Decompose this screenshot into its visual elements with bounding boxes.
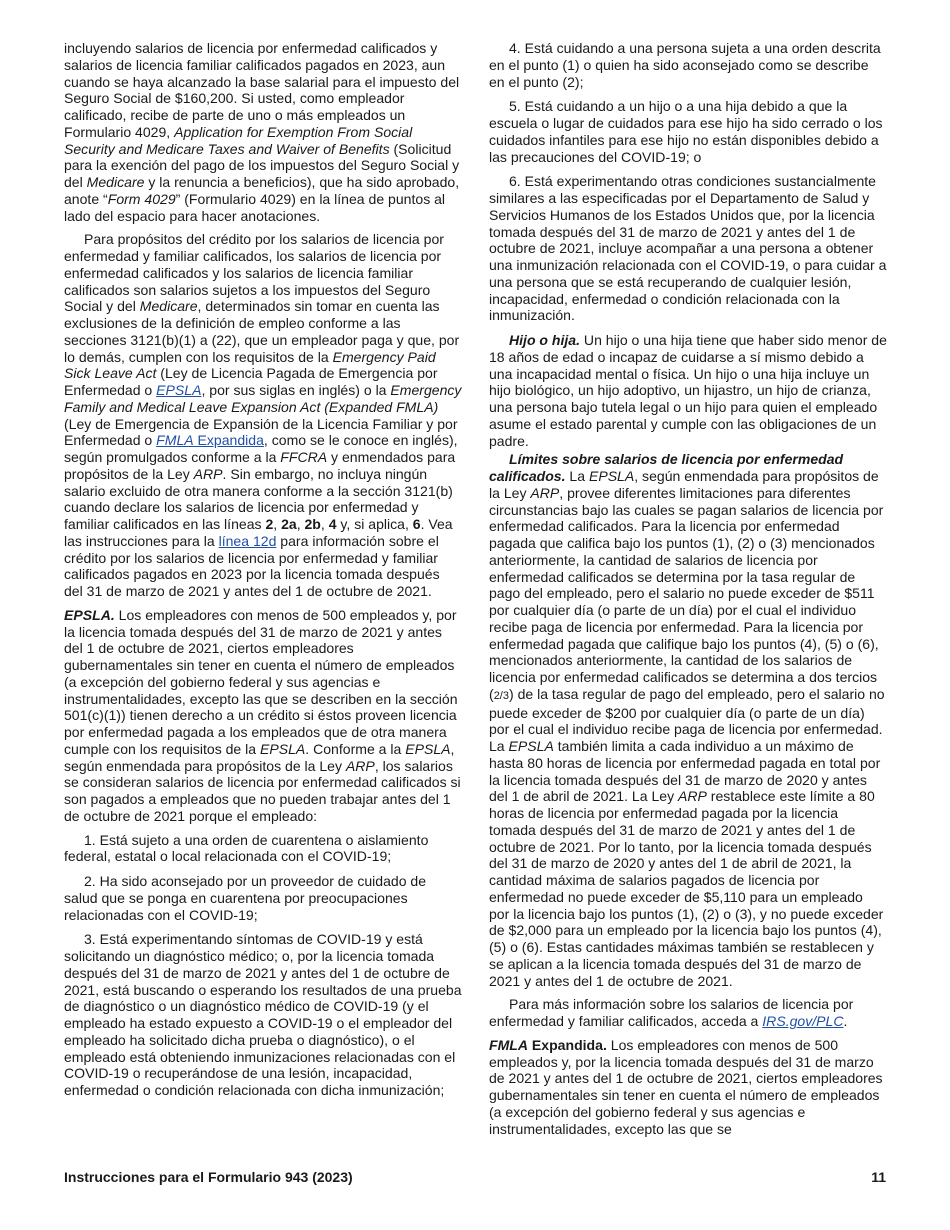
- paragraph-wages-intro: incluyendo salarios de licencia por enfermedad calificados y salarios de licencia familiar calificados pagados en 2023, aun cuando se haya alcanzado la base salarial para el impuesto del Seguro Social de $160,200. Si usted, como empleador calificado, recibe de parte de uno o más empleados un Formulario 4029, Application for Exemption From Social Security and Medicare Taxes and Waiver of Benefits (Solicitud para la exención del pago de los impuestos del Seguro Social y del Medicare y la renuncia a beneficios), que ha sido aprobado, anote “Form 4029” (Formulario 4029) en la línea de puntos al lado del espacio para hacer anotaciones.: [64, 40, 460, 224]
- epsla-link[interactable]: EPSLA: [156, 382, 202, 398]
- list-item-5: 5. Está cuidando a un hijo o a una hija debido a que la escuela o lugar de cuidados para ese hijo ha sido cerrado o los cuidados infantiles para ese hijo no están disponibles debido a las precauciones del COVID-19; o: [489, 98, 883, 165]
- paragraph-mas-info: Para más información sobre los salarios de licencia por enfermedad y familiar calificados, acceda a IRS.gov/PLC.: [489, 996, 854, 1029]
- list-item-1: 1. Está sujeto a una orden de cuarentena o aislamiento federal, estatal o local relacionada con el COVID-19;: [64, 831, 429, 865]
- paragraph-hijo-hija: Hijo o hija. Un hijo o una hija tiene que haber sido menor de 18 años de edad o incapaz de cuidarse a sí mismo debido a una incapacidad mental o física. Un hijo o una hija incluye un hijo biológico, un hijo adoptivo, un hijastro, un hijo de crianza, una persona bajo tutela legal o un hijo para quien el empleado asume el estado parental y cumple con las obligaciones de un padre.: [489, 332, 887, 449]
- right-column: [489, 40, 887, 1144]
- paragraph-epsla: EPSLA. Los empleadores con menos de 500 empleados y, por la licencia tomada después del 31 de marzo de 2021 y antes del 1 de octubre de 2021, ciertos empleadores gubernamentales sin tener en cuenta el número de empleados (a excepción del gobierno federal y sus agencias e instrumentalidades, excepto las que se describen en la sección 501(c)(1)) tienen derecho a un crédito si éstos proveen licencia por enfermedad pagada a los empleados que de otra manera cumple con los requisitos de la EPSLA. Conforme a la EPSLA, según enmendada para propósitos de la Ley ARP, los salarios se consideran salarios de licencia por enfermedad calificados si son pagados a empleados que no pueden trabajar antes del 1 de octubre de 2021 porque el empleado:: [64, 606, 461, 824]
- page-footer: [64, 1169, 886, 1185]
- list-item-4: 4. Está cuidando a una persona sujeta a una orden descrita en el punto (1) o quien ha sido aconsejado como se describe en el punto (2);: [489, 40, 881, 90]
- footer-title: Instrucciones para el Formulario 943 (2023): [64, 1169, 353, 1185]
- left-column: [64, 40, 462, 1107]
- linea-12d-link[interactable]: línea 12d: [218, 532, 277, 549]
- irs-plc-link[interactable]: IRS.gov/PLC: [762, 1013, 844, 1029]
- fmla-expandida-heading: FMLA Expandida.: [489, 1036, 607, 1053]
- hijo-hija-heading: Hijo o hija.: [509, 332, 581, 348]
- fraction-two-thirds: 2/3: [493, 689, 509, 702]
- list-item-6: 6. Está experimentando otras condiciones sustancialmente similares a las especificadas por el Departamento de Salud y Servicios Humanos de los Estados Unidos que, por la licencia tomada después del 31 de marzo de 2021 y antes del 1 de octubre de 2021, incluye acompañar a una persona a obtener una inmunización relacionada con el COVID-19, o para cuidar a una persona que se está recuperando de cualquier lesión, incapacidad, enfermedad o condición relacionada con la inmunización.: [489, 173, 887, 324]
- list-item-2: 2. Ha sido aconsejado por un proveedor de cuidado de salud que se ponga en cuarentena por preocupaciones relacionadas con el COVID-19;: [64, 873, 427, 923]
- page-number: 11: [871, 1169, 886, 1185]
- paragraph-limites: Límites sobre salarios de licencia por enfermedad calificados. La EPSLA, según enmendada para propósitos de la Ley ARP, provee diferentes limitaciones para diferentes circunstancias bajo las cuales se pagan salarios de licencia por enfermedad calificados. Para la licencia por enfermedad pagada que califica bajo los puntos (1), (2) o (3) mencionados anteriormente, la cantidad de salarios de licencia por enfermedad calificados se determina por la tasa regular de pago del empleado, pero el salario no puede exceder de $511 por cualquier día (o parte de un día) por el cual el individuo recibe paga de licencia por enfermedad. Para la licencia por enfermedad pagada que califique bajo los puntos (4), (5) o (6), mencionados anteriormente, la cantidad de los salarios de licencia por enfermedad calificados se determina a dos tercios (2/3) de la tasa regular de pago del empleado, pero el salario no puede exceder de $200 por cualquier día (o parte de un día) por el cual el individuo recibe paga de licencia por enfermedad. La EPSLA también limita a cada individuo a un máximo de hasta 80 horas de licencia por enfermedad pagada en total por la licencia tomada después del 31 de marzo de 2020 y antes del 1 de abril de 2021. La Ley ARP restablece este límite a 80 horas de licencia por enfermedad pagada por la licencia tomada después del 31 de marzo de 2021 y antes del 1 de octubre de 2021. Por lo tanto, por la licencia tomada después del 31 de marzo de 2020 y antes del 1 de abril de 2021, la cantidad máxima de salarios pagados de licencia por enfermedad no puede exceder de $5,110 para un empleado por la licencia bajo los puntos (1), (2) o (3), y no puede exceder de $2,000 para un empleado por la licencia bajo los puntos (4), (5) o (6). Estas cantidades máximas también se restablecen y se aplican a la licencia tomada después del 31 de marzo de 2021 y antes del 1 de octubre de 2021.: [489, 451, 885, 989]
- limites-heading: Límites sobre salarios de licencia por enfermedad calificados.: [489, 451, 844, 484]
- paragraph-fmla-expandida: FMLA Expandida. Los empleadores con menos de 500 empleados y, por la licencia tomada después del 31 de marzo de 2021 y antes del 1 de octubre de 2021, ciertos empleadores gubernamentales sin tener en cuenta el número de empleados (a excepción del gobierno federal y sus agencias e instrumentalidades, excepto las que se: [489, 1036, 883, 1137]
- epsla-heading: EPSLA.: [64, 606, 115, 623]
- paragraph-credit-purposes: Para propósitos del crédito por los salarios de licencia por enfermedad y familiar calificados, los salarios de licencia por enfermedad calificados y los salarios de licencia familiar calificados son salarios sujetos a los impuestos del Seguro Social y del Medicare, determinados sin tomar en cuenta las exclusiones de la definición de empleo conforme a las secciones 3121(b)(1) a (22), que un empleador paga y que, por lo demás, cumplen con los requisitos de la Emergency Paid Sick Leave Act (Ley de Licencia Pagada de Emergencia por Enfermedad o EPSLA, por sus siglas en inglés) o la Emergency Family and Medical Leave Expansion Act (Expanded FMLA) (Ley de Emergencia de Expansión de la Licencia Familiar y por Enfermedad o FMLA Expandida, como se le conoce en inglés), según promulgados conforme a la FFCRA y enmendados para propósitos de la Ley ARP. Sin embargo, no incluya ningún salario excluido de otra manera conforme a la sección 3121(b) cuando declare los salarios de licencia por enfermedad y familiar calificados en las líneas 2, 2a, 2b, 4 y, si aplica, 6. Vea las instrucciones para la línea 12d para información sobre el crédito por los salarios de licencia por enfermedad y familiar calificados pagados en 2023 por la licencia tomada después del 31 de marzo de 2021 y antes del 1 de octubre de 2021.: [64, 231, 462, 599]
- fmla-expandida-link[interactable]: FMLA Expandida: [156, 432, 264, 449]
- list-item-3: 3. Está experimentando síntomas de COVID-19 y está solicitando un diagnóstico médico; o, por la licencia tomada después del 31 de marzo de 2021 y antes del 1 de octubre de 2021, está buscando o esperando los resultados de una prueba de diagnóstico o un diagnóstico médico de COVID-19 (y el empleado ha estado expuesto a COVID-19 o el empleador del empleado ha solicitado dicha prueba o diagnóstico), o el empleado está obteniendo inmunizaciones relacionadas con el COVID-19 o recuperándose de una lesión, incapacidad, enfermedad o condición relacionada con dicha inmunización;: [64, 931, 462, 1098]
